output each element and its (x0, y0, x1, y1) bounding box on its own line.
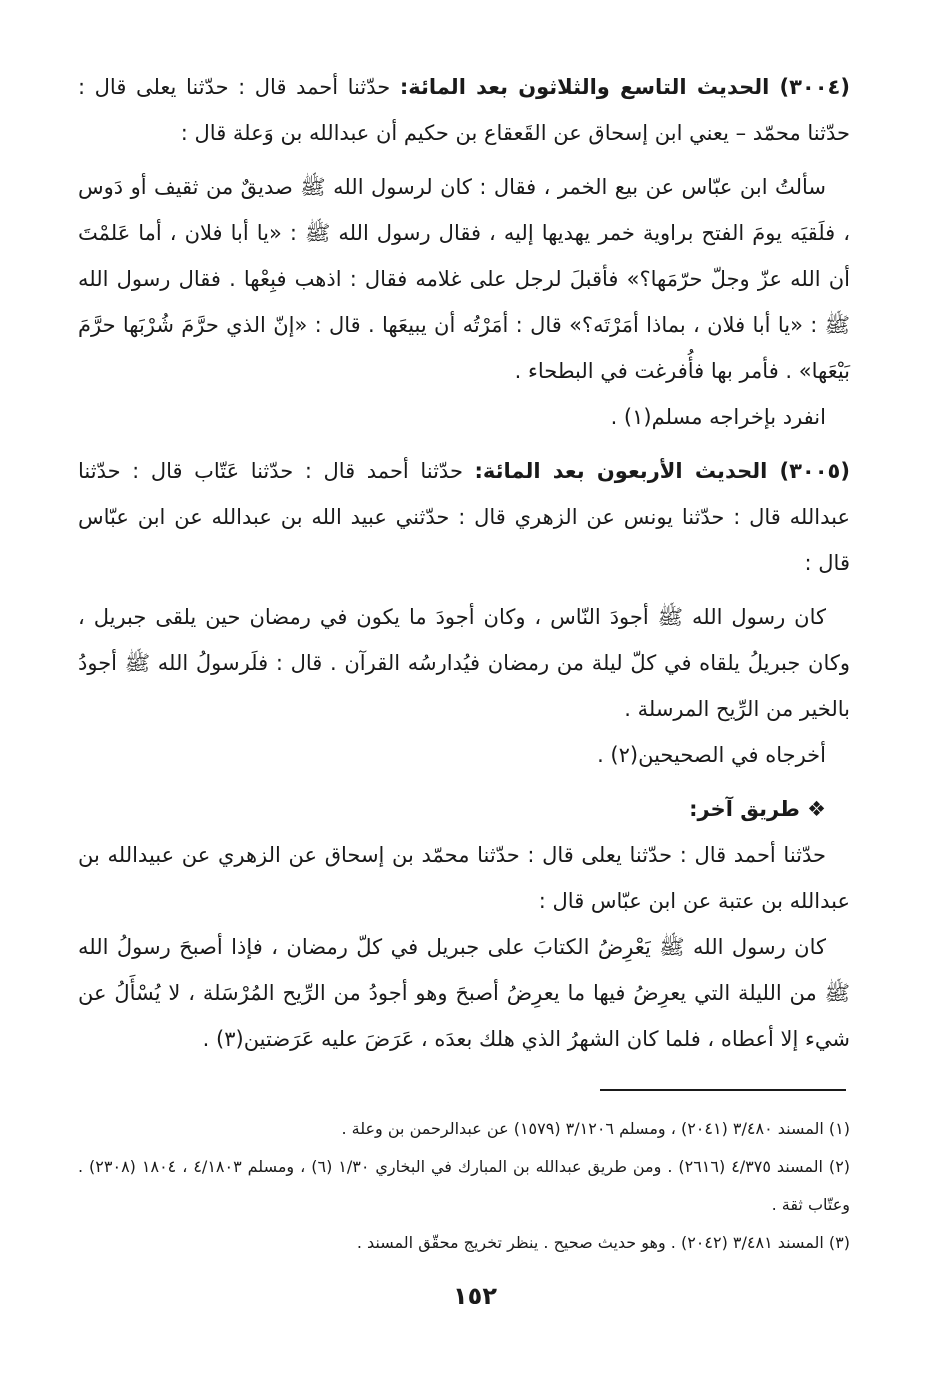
spacer (78, 440, 850, 448)
spacer (78, 778, 850, 786)
spacer (78, 156, 850, 164)
page-number: ١٥٢ (453, 1282, 497, 1310)
hadith-3005-matn: كان رسول الله ﷺ أجودَ النّاس ، وكان أجودَ ما يكون في رمضان حين يلقى جبريل ، وكان جبريلُ يلقاه في كلّ ليلة من رمضان فيُدارسُه القرآن . قال : فلَرسولُ الله ﷺ أجودُ بالخير من الرِّيح المرسلة . (78, 605, 850, 721)
footnote-1: (١) المسند ٣/٤٨٠ (٢٠٤١) ، ومسلم ٣/١٢٠٦ (١٥٧٩) عن عبدالرحمن بن وعلة . (341, 1119, 850, 1138)
footnotes (78, 1110, 850, 1262)
other-route-isnad: حدّثنا أحمد قال : حدّثنا يعلى قال : حدّثنا محمّد بن إسحاق عن الزهري عن عبيدالله بن عبدالله بن عتبة عن ابن عبّاس قال : (78, 843, 850, 913)
hadith-3004-matn: سألتُ ابن عبّاس عن بيع الخمر ، فقال : كان لرسول الله ﷺ صديقٌ من ثقيف أو دَوس ، فلَقيَه يومَ الفتح براوية خمر يهديها إليه ، فقال رسول الله ﷺ : «يا أبا فلان ، أما عَلمْتَ أن الله عزّ وجلّ حرّمَها؟» فأقبلَ لرجل على غلامه فقال : اذهب فبِعْها . فقال رسول الله ﷺ : «يا أبا فلان ، بماذا أمَرْتَه؟» قال : أمَرْتُه أن يبيعَها . قال : «إنّ الذي حرَّمَ شُرْبَها حرَّمَ بَيْعَها» . فأمر بها فأُفرغت في البطحاء . (78, 175, 850, 383)
hadith-3005-heading: (٣٠٠٥) الحديث الأربعون بعد المائة: (474, 459, 850, 483)
hadith-3005-paragraph (78, 448, 850, 586)
hadith-3004-note: انفرد بإخراجه مسلم(١) . (610, 405, 826, 429)
hadith-3005-isnad: حدّثنا أحمد قال : حدّثنا عَتّاب قال : حدّثنا عبدالله قال : حدّثنا يونس عن الزهري قال : حدّثني عبيد الله بن عبدالله عن ابن عبّاس قال : (78, 459, 850, 575)
hadith-3004-heading: (٣٠٠٤) الحديث التاسع والثلاثون بعد المائة: (399, 75, 850, 99)
other-route-heading: ❖ طريق آخر: (689, 797, 826, 821)
main-text (78, 64, 850, 1062)
footnote-3: (٣) المسند ٣/٤٨١ (٢٠٤٢) . وهو حديث صحيح . ينظر تخريج محقّق المسند . (356, 1233, 850, 1252)
hadith-3005-note: أخرجاه في الصحيحين(٢) . (597, 743, 826, 767)
spacer (78, 586, 850, 594)
footnote-divider (600, 1089, 846, 1091)
other-route-matn: كان رسول الله ﷺ يَعْرِضُ الكتابَ على جبريل في كلّ رمضان ، فإذا أصبحَ رسولُ الله ﷺ من الليلة التي يعرِضُ فيها ما يعرِضُ أصبحَ وهو أجودُ من الرِّيح المُرْسَلة ، لا يُسْأَلُ عن شيء إلا أعطاه ، فلما كان الشهرُ الذي هلك بعدَه ، عَرَضَ عليه عَرَضتين(٣) . (78, 935, 850, 1051)
footnote-2: (٢) المسند ٤/٣٧٥ (٢٦١٦) . ومن طريق عبدالله بن المبارك في البخاري ١/٣٠ (٦) ، ومسلم ٤/١٨٠٣ ، ١٨٠٤ (٢٣٠٨) . وعتّاب ثقة . (78, 1157, 851, 1214)
hadith-3004-paragraph (78, 64, 850, 156)
hadith-3004-isnad: حدّثنا أحمد قال : حدّثنا يعلى قال : حدّثنا محمّد – يعني ابن إسحاق عن القَعقاع بن حكيم أن عبدالله بن وَعلة قال : (78, 75, 850, 145)
